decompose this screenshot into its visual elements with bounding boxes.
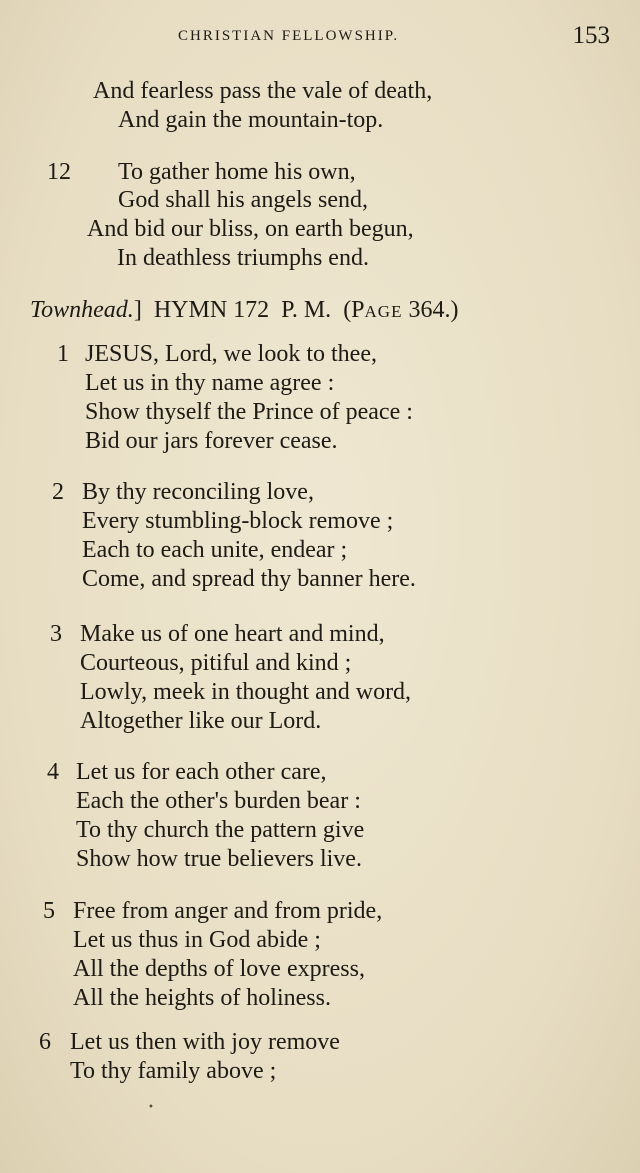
stanza-line: Bid our jars forever cease. xyxy=(85,428,338,454)
stanza-line: To thy family above ; xyxy=(70,1058,277,1084)
heading-bracket: ] xyxy=(133,297,142,323)
running-title: CHRISTIAN FELLOWSHIP. xyxy=(178,28,400,44)
tune-name: Townhead. xyxy=(30,297,134,323)
stanza-number: 1 xyxy=(57,341,69,367)
stanza-number: 3 xyxy=(50,621,62,647)
verse-line: To gather home his own, xyxy=(118,159,356,185)
stanza-line: Let us thus in God abide ; xyxy=(73,927,321,953)
stanza-line: Show thyself the Prince of peace : xyxy=(85,399,413,425)
verse-number: 12 xyxy=(47,159,71,185)
hymn-title: HYMN 172 xyxy=(153,297,270,323)
stanza-line: By thy reconciling love, xyxy=(82,479,314,505)
stanza-line: To thy church the pattern give xyxy=(76,817,365,843)
stanza-line: Altogether like our Lord. xyxy=(80,708,322,734)
verse-line: And gain the mountain-top. xyxy=(118,107,384,133)
stanza-line: Free from anger and from pride, xyxy=(73,898,383,924)
hymn-heading xyxy=(30,296,458,326)
stanza-line: All the heights of holiness. xyxy=(73,985,331,1011)
stanza-number: 2 xyxy=(52,479,64,505)
page-ref-number: 364.) xyxy=(408,297,459,323)
verse-line: God shall his angels send, xyxy=(118,187,368,213)
verse-line: And bid our bliss, on earth begun, xyxy=(87,216,414,242)
stanza-line: Each to each unite, endear ; xyxy=(82,537,348,563)
stanza-line: Lowly, meek in thought and word, xyxy=(80,679,412,705)
stanza-number: 4 xyxy=(47,759,59,785)
running-head xyxy=(0,22,640,56)
stanza-line: Show how true believers live. xyxy=(76,846,362,872)
stanza-line: Each the other's burden bear : xyxy=(76,788,361,814)
page-ref-open: (P xyxy=(343,297,365,323)
ink-speck: • xyxy=(148,1102,154,1113)
stanza-line: Let us then with joy remove xyxy=(70,1029,340,1055)
stanza-line: JESUS, Lord, we look to thee, xyxy=(85,341,377,367)
verse-line: In deathless triumphs end. xyxy=(117,245,369,271)
stanza-line: All the depths of love express, xyxy=(73,956,365,982)
stanza-line: Come, and spread thy banner here. xyxy=(82,566,416,592)
page-ref-word: AGE xyxy=(364,302,403,321)
page-number: 153 xyxy=(572,22,610,49)
stanza-number: 6 xyxy=(39,1029,51,1055)
stanza-line: Courteous, pitiful and kind ; xyxy=(80,650,352,676)
stanza-line: Make us of one heart and mind, xyxy=(80,621,385,647)
stanza-line: Let us in thy name agree : xyxy=(85,370,335,396)
stanza-line: Every stumbling-block remove ; xyxy=(82,508,394,534)
verse-line: And fearless pass the vale of death, xyxy=(93,78,433,104)
stanza-number: 5 xyxy=(43,898,55,924)
hymn-meter: P. M. xyxy=(281,297,332,323)
stanza-line: Let us for each other care, xyxy=(76,759,327,785)
